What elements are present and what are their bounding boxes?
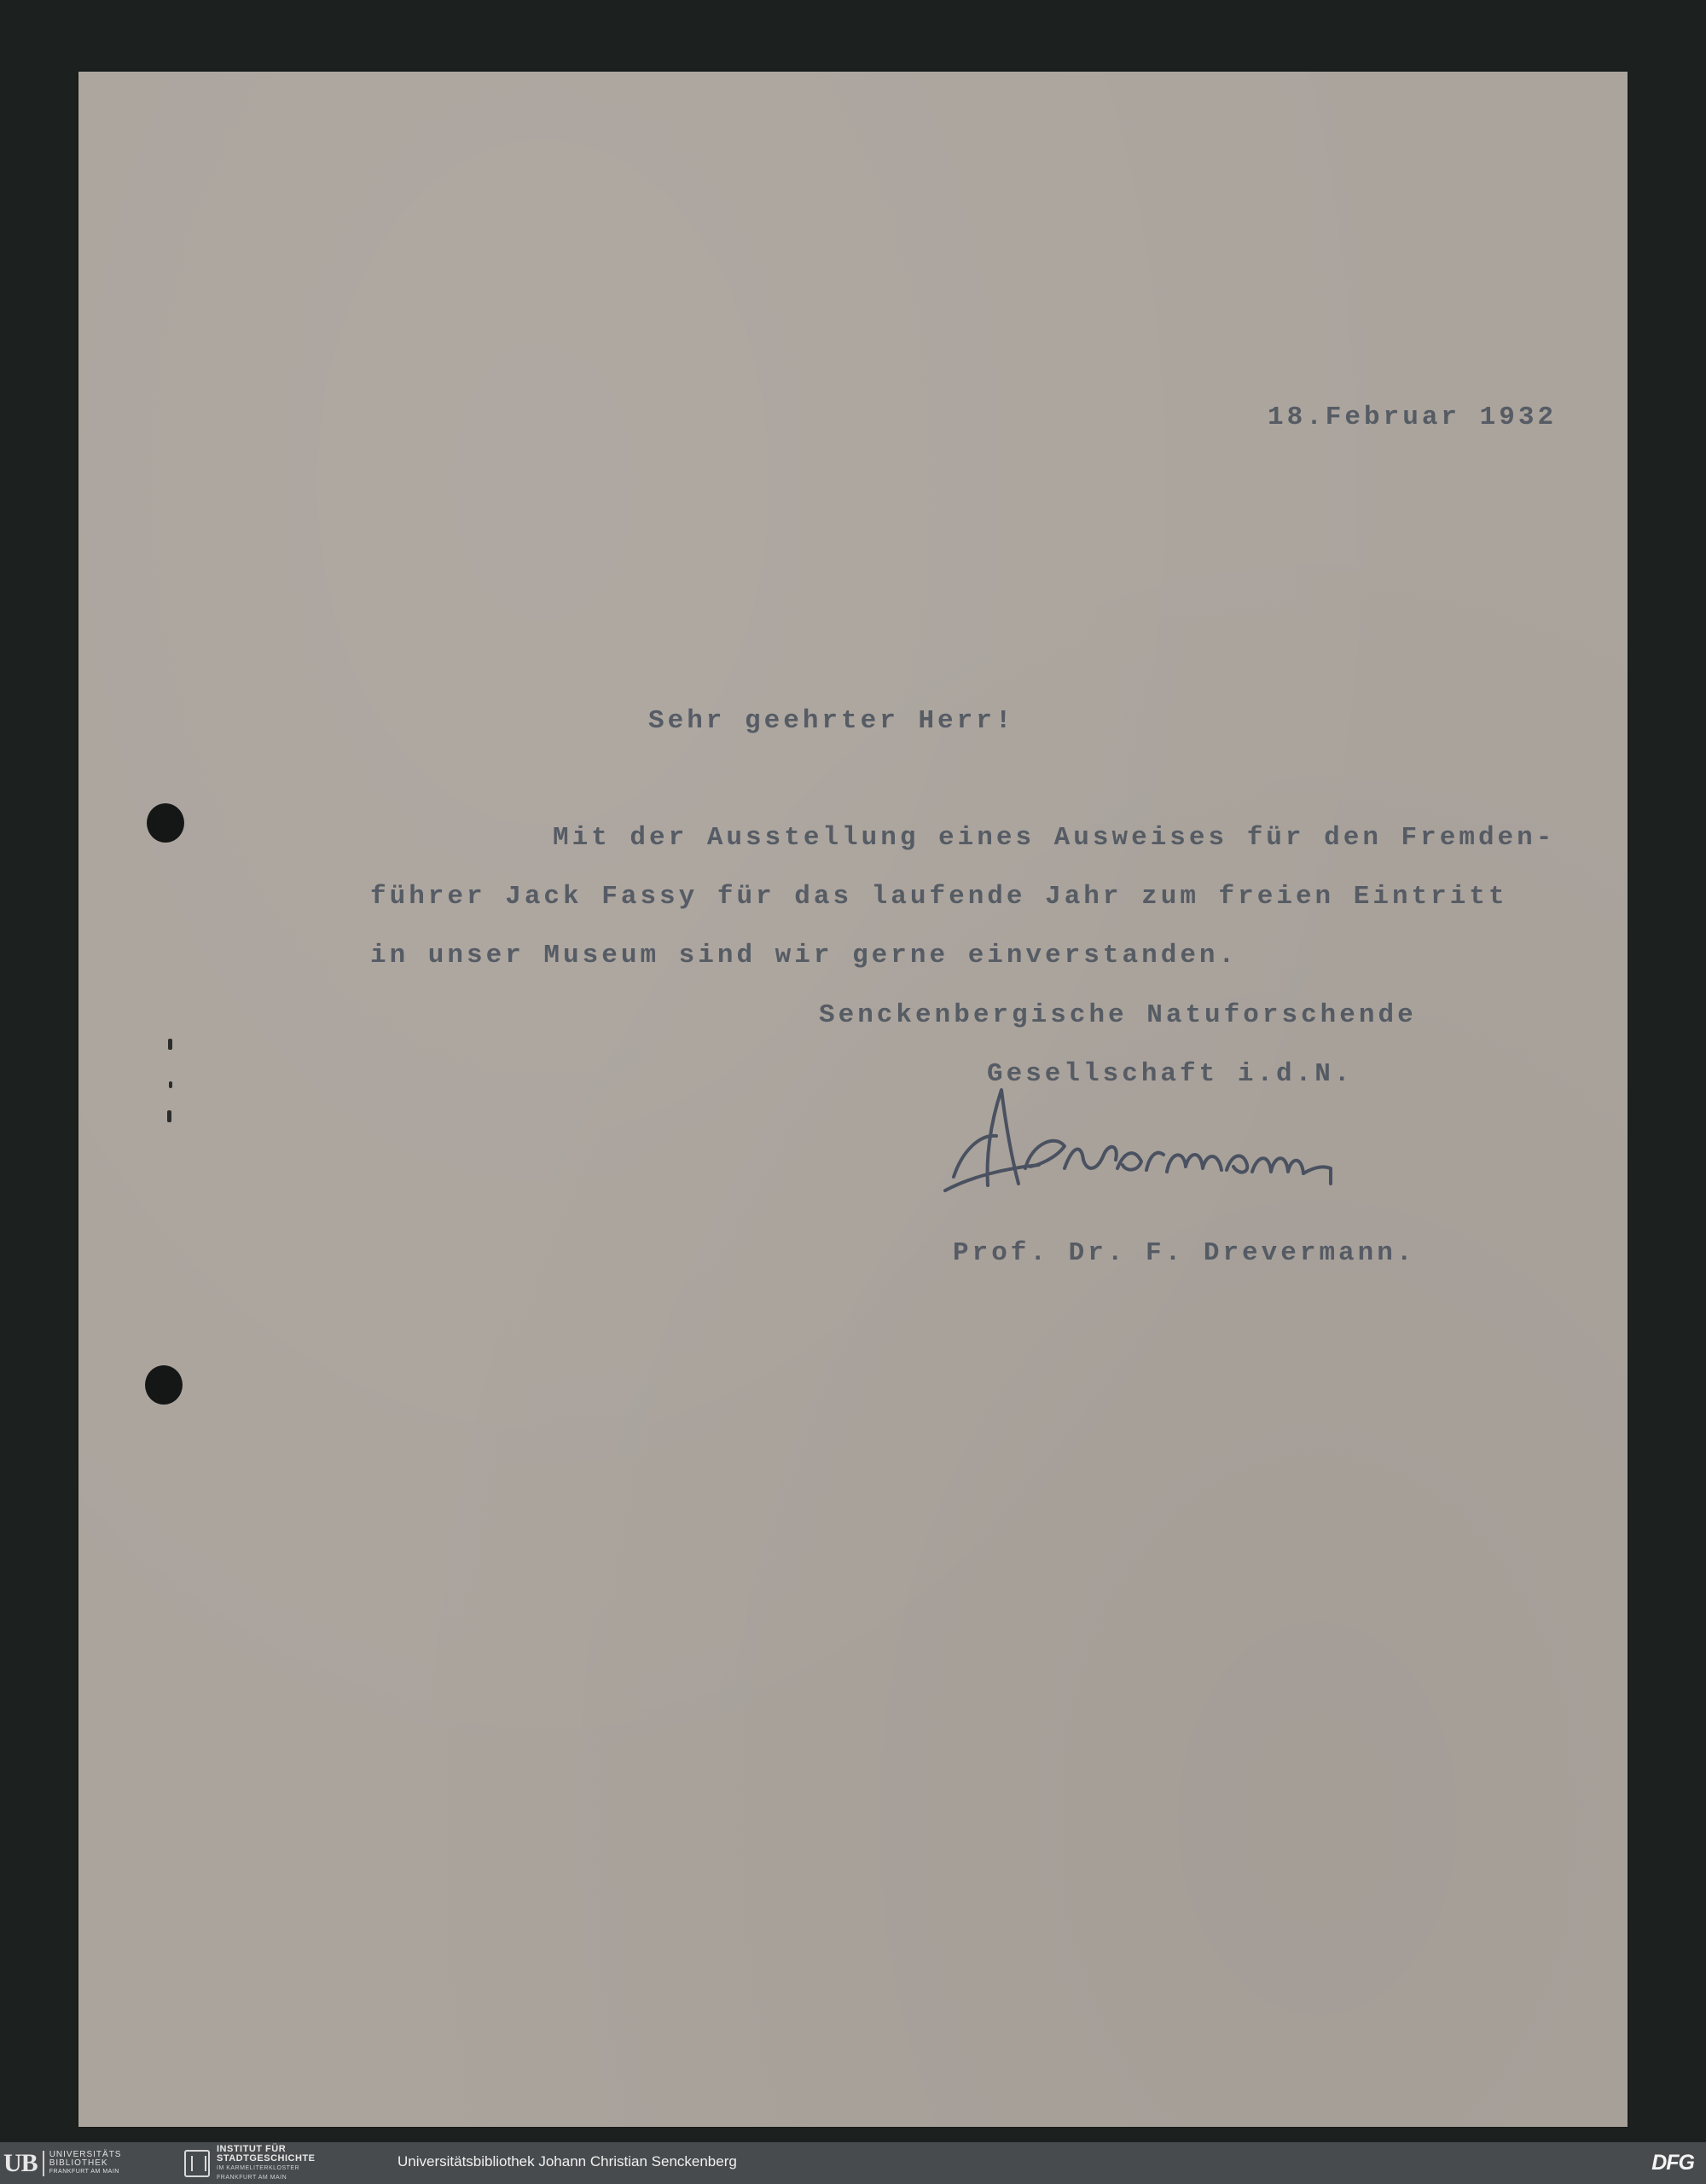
body-line-2: führer Jack Fassy für das laufende Jahr zum freien Eintritt: [370, 882, 1508, 912]
ub-logo-line-3: FRANKFURT AM MAIN: [49, 2169, 119, 2175]
isg-emblem-icon: [184, 2150, 210, 2177]
footer-bar: [0, 2142, 1706, 2184]
paper-speck: [168, 1039, 172, 1050]
ub-logo-mark: UB: [3, 2151, 44, 2176]
punch-hole-top: [147, 803, 184, 843]
ub-logo-line-1: UNIVERSITÄTS: [49, 2150, 122, 2159]
letter-date: 18.Februar 1932: [1268, 403, 1558, 432]
punch-hole-bottom: [145, 1365, 183, 1405]
isg-logo-line-2: STADTGESCHICHTE: [217, 2153, 316, 2164]
isg-logo-line-4: FRANKFURT AM MAIN: [217, 2175, 287, 2181]
dfg-logo[interactable]: DFG: [1651, 2151, 1694, 2175]
paper-speck: [169, 1081, 172, 1088]
paper-speck: [167, 1110, 171, 1122]
body-line-1: Mit der Ausstellung eines Ausweises für den Fremden-: [553, 823, 1556, 853]
isg-logo-line-1: INSTITUT FÜR: [217, 2144, 287, 2154]
ub-logo[interactable]: [3, 2149, 121, 2178]
ub-logo-line-2: BIBLIOTHEK: [49, 2158, 108, 2168]
isg-logo-text: [217, 2145, 315, 2182]
closing-line-2: Gesellschaft i.d.N.: [987, 1059, 1354, 1089]
letter-page: [78, 72, 1628, 2127]
footer-title: Universitätsbibliothek Johann Christian Senckenberg: [397, 2153, 737, 2170]
signer-name: Prof. Dr. F. Drevermann.: [953, 1238, 1416, 1268]
handwritten-signature: [937, 1083, 1346, 1211]
body-line-3: in unser Museum sind wir gerne einverstanden.: [370, 941, 1239, 970]
letter-salutation: Sehr geehrter Herr!: [648, 706, 1015, 736]
ub-logo-text: [49, 2151, 122, 2176]
isg-logo[interactable]: [184, 2144, 316, 2181]
isg-logo-line-3: IM KARMELITERKLOSTER: [217, 2165, 300, 2171]
closing-line-1: Senckenbergische Natuforschende: [819, 1000, 1417, 1030]
